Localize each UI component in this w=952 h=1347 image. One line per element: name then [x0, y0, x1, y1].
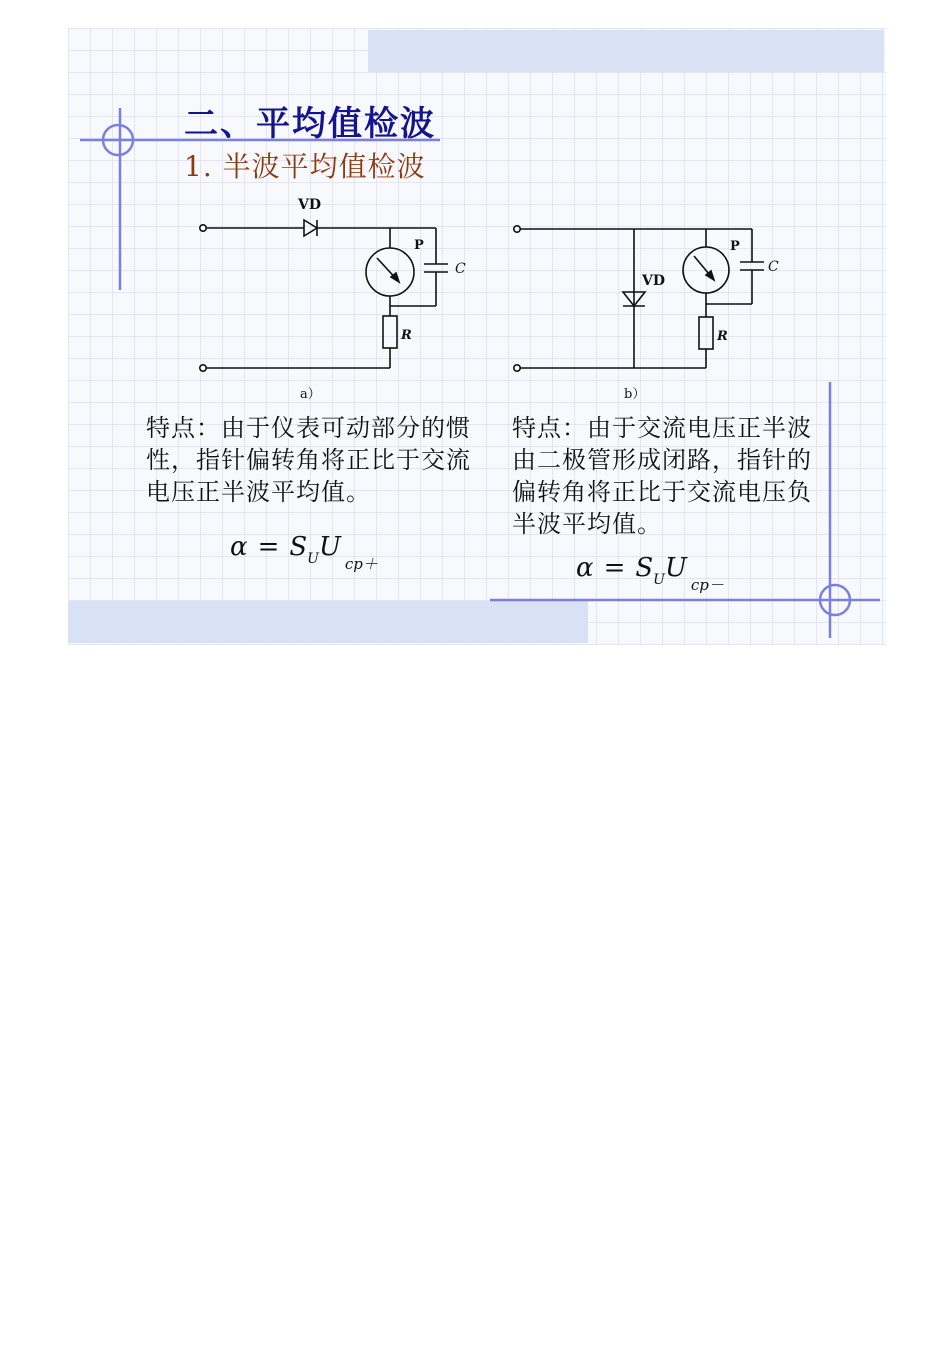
formula-a-equals: = [257, 532, 280, 562]
circuit-a-meter-label: P [414, 238, 424, 253]
formula-b [576, 553, 724, 595]
formula-b-equals: = [603, 553, 626, 583]
terminal-a-bottom [200, 365, 206, 371]
formula-a-u: U [318, 532, 341, 562]
circuit-b [514, 226, 764, 371]
resistor-b-icon [699, 317, 713, 349]
circuit-a-resistor-label: R [401, 328, 412, 343]
formula-b-s: S [635, 553, 654, 583]
circuit-b-meter-label: P [730, 239, 740, 254]
page-title: 二、平均值检波 [184, 104, 436, 144]
resistor-a-icon [383, 316, 397, 348]
circuit-diagrams [190, 192, 810, 404]
formula-b-s-sub: U [653, 572, 665, 588]
circuit-b-resistor-label: R [717, 329, 728, 344]
circuit-b-diode-label: VD [642, 273, 666, 289]
circuit-a-caption: a） [300, 387, 321, 402]
formula-b-u-sub: cp－ [690, 576, 724, 594]
terminal-b-top [514, 226, 520, 232]
feature-a-text: 特点：由于仪表可动部分的惯性，指针偏转角将正比于交流电压正半波平均值。 [146, 414, 471, 506]
diode-a-icon [304, 220, 317, 236]
formula-b-alpha: α [576, 553, 594, 583]
circuit-b-caption: b） [624, 387, 646, 402]
formula-a-u-sub: cp＋ [344, 555, 378, 573]
terminal-a-top [200, 225, 206, 231]
header-band [368, 30, 884, 72]
formula-a-s: S [289, 532, 308, 562]
circuit-a [200, 220, 448, 371]
feature-b-text: 特点：由于交流电压正半波由二极管形成闭路，指针的偏转角将正比于交流电压负半波平均值。 [512, 414, 812, 538]
formula-a [230, 532, 378, 574]
formula-a-s-sub: U [307, 551, 319, 567]
circuit-a-diode-label: VD [298, 197, 322, 213]
section-subtitle: 1. 半波平均值检波 [184, 150, 426, 183]
formula-b-u: U [664, 553, 687, 583]
circuit-a-capacitor-label: C [455, 261, 466, 277]
formula-a-alpha: α [230, 532, 248, 562]
circuit-b-capacitor-label: C [768, 259, 779, 275]
terminal-b-bottom [514, 365, 520, 371]
footer-band [68, 601, 588, 643]
